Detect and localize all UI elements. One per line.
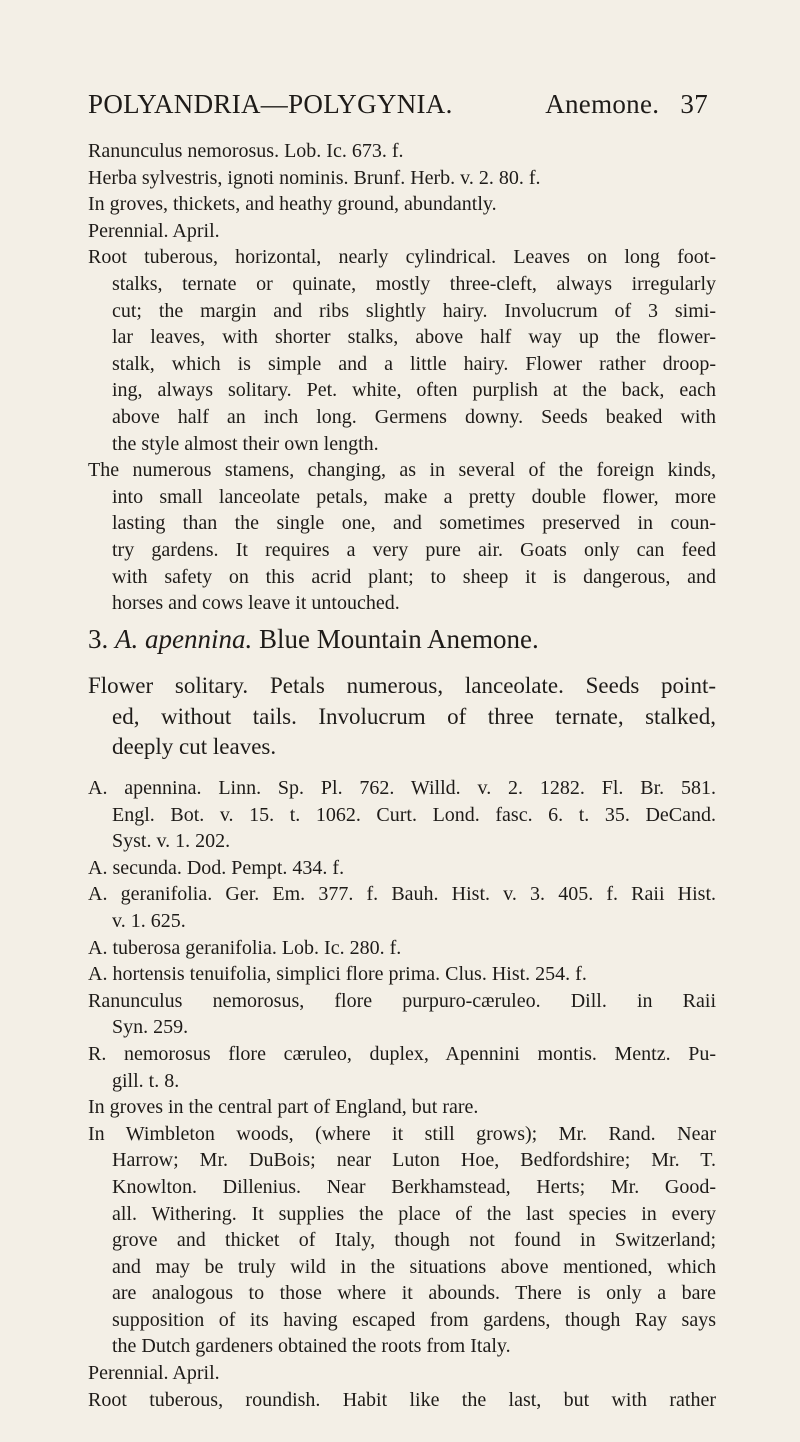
text-line: Root tuberous, horizontal, nearly cylindrical. Leaves on long foot- [88,246,716,269]
text-line: the style almost their own length. [112,432,379,455]
text-line: Harrow; Mr. DuBois; near Luton Hoe, Bedfordshire; Mr. T. [112,1149,716,1172]
text-line: supposition of its having escaped from gardens, though Ray says [112,1308,716,1331]
text-line: A. tuberosa geranifolia. Lob. Ic. 280. f. [88,936,402,959]
species-name: A. apennina. [115,624,253,654]
header-genus: Anemone. [545,89,660,119]
text-line: try gardens. It requires a very pure air. Goats only can feed [112,538,716,561]
text-line: gill. t. 8. [112,1069,180,1092]
text-line: Knowlton. Dillenius. Near Berkhamstead, Herts; Mr. Good- [112,1175,716,1198]
header-title: POLYANDRIA—POLYGYNIA. [88,89,453,119]
text-line: In groves in the central part of England, but rare. [88,1096,479,1119]
text-line: are analogous to those where it abounds. There is only a bare [112,1282,716,1305]
text-line: stalks, ternate or quinate, mostly three-cleft, always irregularly [112,272,716,295]
text-line: In groves, thickets, and heathy ground, abundantly. [88,193,497,216]
text-line: In Wimbleton woods, (where it still grows); Mr. Rand. Near [88,1122,716,1145]
species-number: 3. [88,624,109,654]
text-line: A. secunda. Dod. Pempt. 434. f. [88,856,345,879]
text-line: A. geranifolia. Ger. Em. 377. f. Bauh. Hist. v. 3. 405. f. Raii Hist. [88,883,716,906]
running-header [88,86,708,122]
text-line: above half an inch long. Germens downy. Seeds beaked with [112,405,716,428]
text-line: Engl. Bot. v. 15. t. 1062. Curt. Lond. fasc. 6. t. 35. DeCand. [112,803,716,826]
text-line: into small lanceolate petals, make a pretty double flower, more [112,485,716,508]
text-line: all. Withering. It supplies the place of the last species in every [112,1202,716,1225]
text-line: Syst. v. 1. 202. [112,830,231,853]
text-line: Ranunculus nemorosus. Lob. Ic. 673. f. [88,140,404,162]
text-line: Ranunculus nemorosus, flore purpuro-cæruleo. Dill. in Raii [88,989,716,1012]
text-line: with safety on this acrid plant; to sheep it is dangerous, and [112,565,716,588]
text-line: R. nemorosus flore cæruleo, duplex, Apennini montis. Mentz. Pu- [88,1042,716,1065]
text-line: A. apennina. Linn. Sp. Pl. 762. Willd. v. 2. 1282. Fl. Br. 581. [88,777,716,799]
text-line: the Dutch gardeners obtained the roots from Italy. [112,1335,511,1358]
text-line: horses and cows leave it untouched. [112,592,400,615]
text-line: cut; the margin and ribs slightly hairy. Involucrum of 3 simi- [112,299,716,322]
text-line: stalk, which is simple and a little hairy. Flower rather droop- [112,352,716,375]
page-number: 37 [680,89,708,119]
text-line: Herba sylvestris, ignoti nominis. Brunf. Herb. v. 2. 80. f. [88,166,541,189]
text-line: ing, always solitary. Pet. white, often purplish at the back, each [112,379,716,402]
diagnosis-line: ed, without tails. Involucrum of three ternate, stalked, [112,703,716,729]
species-common-name: Blue Mountain Anemone. [258,624,539,654]
text-line: A. hortensis tenuifolia, simplici flore prima. Clus. Hist. 254. f. [88,963,587,986]
text-line: lar leaves, with shorter stalks, above half way up the flower- [112,326,716,349]
diagnosis-line: deeply cut leaves. [112,734,277,759]
synonymy-and-description-b [88,775,716,1413]
species-heading [88,622,716,656]
text-line: The numerous stamens, changing, as in several of the foreign kinds, [88,459,716,482]
text-line: lasting than the single one, and sometimes preserved in coun- [112,512,716,535]
text-line: grove and thicket of Italy, though not found in Switzerland; [112,1229,716,1252]
species-diagnosis [88,671,716,763]
text-line: and may be truly wild in the situations above mentioned, which [112,1255,716,1278]
text-line: Syn. 259. [112,1016,189,1039]
text-line: Root tuberous, roundish. Habit like the last, but with rather [88,1388,716,1411]
text-line: Perennial. April. [88,219,220,242]
text-line: v. 1. 625. [112,909,186,932]
diagnosis-line: Flower solitary. Petals numerous, lanceolate. Seeds point- [88,673,716,698]
synonymy-and-description-a [88,138,716,617]
text-line: Perennial. April. [88,1362,220,1385]
